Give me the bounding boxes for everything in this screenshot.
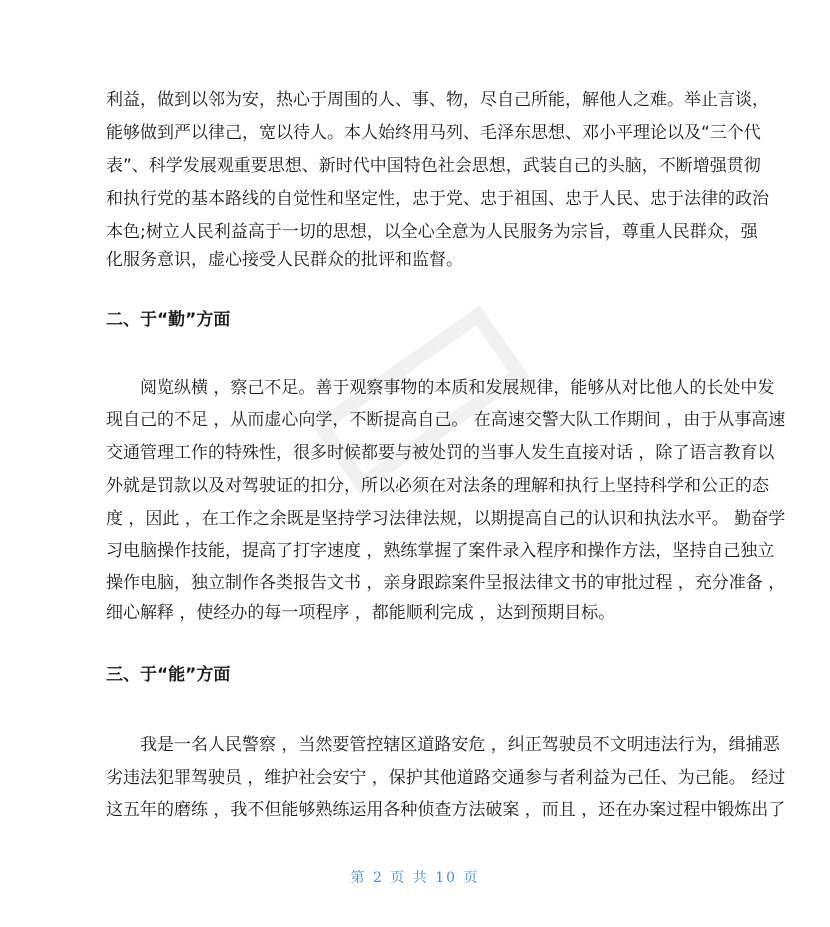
- text-line: 我是一名人民警察 ，当然要管控辖区道路安危 ，纠正驾驶员不文明违法行为，缉捕恶: [140, 735, 780, 755]
- text-line: 阅览纵横 ，察己不足。善于观察事物的本质和发展规律，能够从对比他人的长处中发: [140, 378, 775, 398]
- text-line: 度 ，因此 ，在工作之余既是坚持学习法律法规，以期提高自己的认识和执法水平。 勤奋学: [106, 509, 786, 529]
- text-line: 劣违法犯罪驾驶员 ，维护社会安宁 ，保护其他道路交通参与者利益为己任、为己能。 经过: [106, 768, 786, 788]
- text-line: 和执行党的基本路线的自觉性和坚定性，忠于党、忠于祖国、忠于人民、忠于法律的政治: [106, 189, 769, 209]
- text-line: 利益，做到以邻为安，热心于周围的人、事、物，尽自己所能，解他人之难。举止言谈，: [106, 90, 769, 110]
- text-line: 细心解释 ，使经办的每一项程序 ，都能顺利完成 ，达到预期目标。: [106, 603, 616, 623]
- text-line: 现自己的不足 ，从而虚心向学，不断提高自己。 在高速交警大队工作期间 ，由于从事高速: [106, 410, 786, 430]
- section-heading-diligence: 二、于“勤”方面: [106, 310, 231, 330]
- text-line: 这五年的磨练 ，我不但能够熟练运用各种侦查方法破案 ，而且 ，还在办案过程中锻炼出了: [106, 800, 786, 820]
- text-line: 习电脑操作技能，提高了打字速度 ，熟练掌握了案件录入程序和操作方法，坚持自己独立: [106, 541, 775, 561]
- text-line: 外就是罚款以及对驾驶证的扣分，所以必须在对法条的理解和执行上坚持科学和公正的态: [106, 476, 769, 496]
- text-line: 操作电脑，独立制作各类报告文书 ，亲身跟踪案件呈报法律文书的审批过程 ，充分准备 ，: [106, 573, 786, 593]
- page-number-footer: 第 2 页 共 10 页: [350, 870, 480, 886]
- text-line: 交通管理工作的特殊性，很多时候都要与被处罚的当事人发生直接对话 ，除了语言教育以: [106, 443, 775, 463]
- section-heading-ability: 三、于“能”方面: [106, 665, 231, 685]
- text-line: 化服务意识，虚心接受人民群众的批评和监督。: [106, 250, 463, 270]
- text-line: 表”、科学发展观重要思想、新时代中国特色社会思想，武装自己的头脑，不断增强贯彻: [106, 156, 761, 176]
- text-line: 本色;树立人民利益高于一切的思想，以全心全意为人民服务为宗旨，尊重人民群众，强: [106, 222, 758, 242]
- text-line: 能够做到严以律己，宽以待人。本人始终用马列、毛泽东思想、邓小平理论以及“三个代: [106, 123, 761, 143]
